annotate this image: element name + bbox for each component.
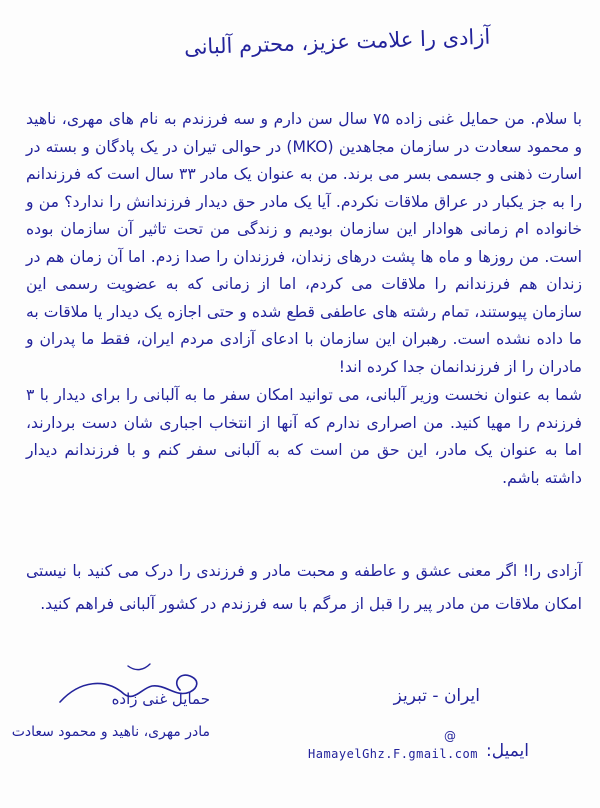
letter-salutation: آزادی را علامت عزیز، محترم آلبانی — [183, 24, 491, 60]
location-text: ایران - تبریز — [393, 686, 480, 706]
body-paragraph-2: شما به عنوان نخست وزیر آلبانی، می توانید امکان سفر ما به آلبانی را برای دیدار با ۳ فرزندم را مهیا کنید. من اصراری ندارم که آنها از انتخاب اجباری شان دست بردارند، اما به عنوان یک مادر، این حق من است که به آلبانی سفر کنم و با فرزندانم دیدار داشته باشم. — [26, 386, 582, 487]
handwritten-signature — [40, 658, 210, 718]
email-label: ایمیل: — [486, 741, 530, 761]
body-paragraph-1: با سلام. من حمایل غنی زاده ۷۵ سال سن دارم و سه فرزندم به نام های مهری، ناهید و محمود سعادت در سازمان مجاهدین (MKO) در حوالی تیران در یک پادگان و بسته در اسارت ذهنی و جسمی بسر می برند. من به عنوان یک مادر ۳۳ سال است که فرزندانم را به جز یکبار در عراق ملاقات نکردم. آیا یک مادر حق دیدار فرزندانش را ندارد؟ من و خانواده ام زمانی هوادار این سازمان بودیم و زندگی من تحت تاثیر آن سازمان بوده است. من روزها و ماه ها پشت درهای زندان، فرزندان را صدا زدم. اما آن زمان هم در زندان هم فرزندانم را ملاقات می کردم، اما از زمانی که به عضویت رسمی این سازمان پیوستند، تمام رشته های عاطفی قطع شده و حتی اجازه یک دیدار یا ملاقات به ما داده نشده است. رهبران این سازمان با ادعای آزادی مردم ایران، فقط ما پدران و مادران را از فرزندانمان جدا کرده اند! — [26, 110, 582, 376]
letter-body — [26, 106, 582, 492]
at-symbol: @ — [444, 729, 456, 743]
signature-name: حمایل غنی زاده — [111, 690, 210, 708]
letter-closing: آزادی را! اگر معنی عشق و عاطفه و محبت مادر و فرزندی را درک می کنید با نیستی امکان ملاقات من مادر پیر را قبل از مرگم با سه فرزندم در کشور آلبانی فراهم کنید. — [26, 562, 582, 613]
email-row — [308, 729, 530, 785]
email-address: HamayelGhz.F.gmail.com — [308, 747, 478, 761]
signature-subtitle: مادر مهری، ناهید و محمود سعادت — [11, 724, 210, 740]
